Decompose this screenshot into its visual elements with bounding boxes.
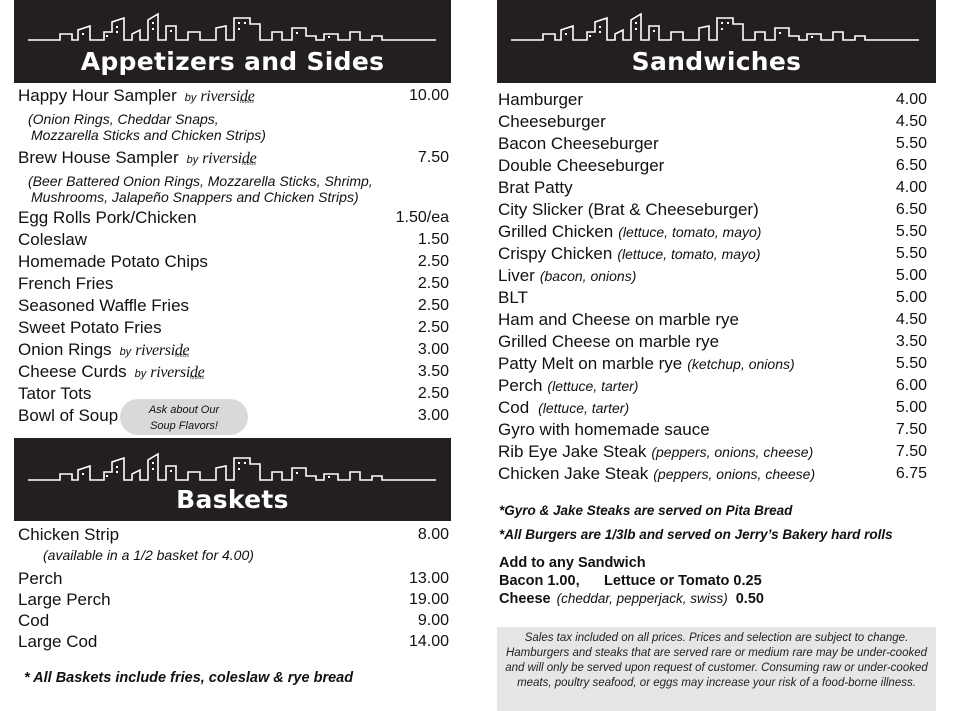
appetizer-item <box>18 208 197 228</box>
appetizer-price: 1.50 <box>417 231 449 248</box>
appetizer-item <box>18 340 189 362</box>
appetizer-name: Sweet Potato Fries <box>18 318 162 337</box>
addons-heading: Add to any Sandwich <box>499 555 646 571</box>
sandwich-price: 5.00 <box>895 267 927 284</box>
appetizer-price: 3.00 <box>417 341 449 358</box>
appetizer-name: French Fries <box>18 274 114 293</box>
riverside-wordmark: riverside foods <box>202 150 256 167</box>
appetizer-item <box>18 362 204 384</box>
sandwich-item <box>498 244 760 264</box>
appetizer-name: Tator Tots <box>18 384 92 403</box>
appetizer-price: 2.50 <box>417 253 449 270</box>
brew-house-desc-line1: (Beer Battered Onion Rings, Mozzarella Sticks, Shrimp, <box>28 173 373 189</box>
addon-cheese <box>499 591 764 607</box>
riverside-by: by <box>186 154 199 166</box>
appetizer-name: Coleslaw <box>18 230 87 249</box>
appetizer-item <box>18 296 189 316</box>
sandwich-item <box>498 156 664 176</box>
appetizer-price: 1.50/ea <box>395 209 449 226</box>
sandwich-name: Grilled Cheese on marble rye <box>498 332 720 351</box>
appetizer-price: 2.50 <box>417 297 449 314</box>
appetizer-name: Brew House Sampler <box>18 148 179 167</box>
basket-name: Chicken Strip <box>18 525 120 544</box>
brew-house-desc-line2: Mushrooms, Jalapeño Snappers and Chicken Strips) <box>31 189 359 205</box>
appetizer-price: 10.00 <box>408 87 449 104</box>
riverside-logo <box>186 150 257 167</box>
sandwich-name: Cod <box>498 398 530 417</box>
sandwich-price: 6.00 <box>895 377 927 394</box>
basket-name: Large Cod <box>18 632 98 651</box>
basket-price: 13.00 <box>408 570 449 587</box>
addon-lettuce: Lettuce or Tomato 0.25 <box>604 573 762 589</box>
sandwich-name: Gyro with homemade sauce <box>498 420 710 439</box>
sandwich-item <box>498 266 636 286</box>
sandwich-name: Grilled Chicken <box>498 222 614 241</box>
basket-price: 9.00 <box>417 612 449 629</box>
appetizer-item <box>18 252 208 272</box>
sandwich-note: (peppers, onions, cheese) <box>653 466 816 482</box>
sandwiches-title: Sandwiches <box>631 47 802 76</box>
sandwich-name: Cheeseburger <box>498 112 606 131</box>
sandwich-price: 4.00 <box>895 91 927 108</box>
sandwich-price: 7.50 <box>895 421 927 438</box>
sandwich-name: Crispy Chicken <box>498 244 613 263</box>
soup-bubble <box>122 401 246 433</box>
riverside-by: by <box>134 368 147 380</box>
sandwich-item <box>498 112 606 132</box>
addon-cheese-label: Cheese <box>499 591 551 607</box>
sandwich-name: Brat Patty <box>498 178 573 197</box>
sandwich-item <box>498 134 659 154</box>
appetizer-item <box>18 274 113 294</box>
sandwich-price: 6.50 <box>895 157 927 174</box>
sandwich-price: 6.50 <box>895 201 927 218</box>
riverside-by: by <box>119 346 132 358</box>
appetizer-name: Bowl of Soup <box>18 406 119 425</box>
sandwich-name: City Slicker (Brat & Cheeseburger) <box>498 200 759 219</box>
sandwich-item <box>498 442 813 462</box>
sandwich-price: 5.50 <box>895 223 927 240</box>
appetizer-name: Cheese Curds <box>18 362 127 381</box>
disclaimer-box <box>497 627 936 711</box>
appetizer-price: 3.00 <box>417 407 449 424</box>
appetizer-item <box>18 384 91 404</box>
sandwich-note-pita: *Gyro & Jake Steaks are served on Pita Bread <box>499 503 793 518</box>
sandwich-item <box>498 420 710 440</box>
sandwich-name: Perch <box>498 376 543 395</box>
sandwich-name: Liver <box>498 266 535 285</box>
riverside-logo <box>119 342 190 359</box>
addon-bacon: Bacon 1.00, <box>499 573 580 589</box>
sandwich-price: 7.50 <box>895 443 927 460</box>
appetizer-price: 7.50 <box>417 149 449 166</box>
sandwich-item <box>498 310 739 330</box>
riverside-by: by <box>184 92 197 104</box>
happy-hour-desc-line2: Mozzarella Sticks and Chicken Strips) <box>31 127 266 143</box>
appetizer-name: Seasoned Waffle Fries <box>18 296 190 315</box>
sandwich-price: 4.00 <box>895 179 927 196</box>
sandwich-note: (lettuce, tomato, mayo) <box>618 224 762 240</box>
basket-name: Large Perch <box>18 590 111 609</box>
sandwich-name: Rib Eye Jake Steak <box>498 442 647 461</box>
sandwich-note: (bacon, onions) <box>539 268 637 284</box>
appetizer-name: Happy Hour Sampler <box>18 86 177 105</box>
basket-price: 8.00 <box>417 526 449 543</box>
soup-bubble-line1: Ask about Our <box>148 404 220 416</box>
sandwich-item <box>498 178 573 198</box>
sandwich-note-burgers: *All Burgers are 1/3lb and served on Jerry’s Bakery hard rolls <box>499 527 893 542</box>
appetizer-item <box>18 230 87 250</box>
sandwich-name: Ham and Cheese on marble rye <box>498 310 739 329</box>
sandwich-item <box>498 288 528 308</box>
sandwich-price: 4.50 <box>895 311 927 328</box>
appetizer-name: Onion Rings <box>18 340 112 359</box>
sandwich-item <box>498 200 759 220</box>
baskets-banner <box>14 438 451 521</box>
sandwich-name: BLT <box>498 288 528 307</box>
sandwich-note: (lettuce, tarter) <box>547 378 639 394</box>
sandwich-item <box>498 354 795 374</box>
appetizer-item <box>18 318 162 338</box>
sandwich-price: 4.50 <box>895 113 927 130</box>
appetizer-item <box>18 406 118 426</box>
happy-hour-desc-line1: (Onion Rings, Cheddar Snaps, <box>28 111 219 127</box>
sandwich-price: 5.00 <box>895 399 927 416</box>
appetizers-title: Appetizers and Sides <box>80 47 385 76</box>
addon-cheese-note: (cheddar, pepperjack, swiss) <box>556 591 728 606</box>
sandwich-item <box>498 398 629 418</box>
basket-price: 14.00 <box>408 633 449 650</box>
sandwich-price: 5.50 <box>895 135 927 152</box>
riverside-wordmark: riverside foods <box>150 364 204 381</box>
sandwich-price: 5.50 <box>895 355 927 372</box>
sandwich-item <box>498 90 583 110</box>
sandwich-item <box>498 464 815 484</box>
sandwich-note: (peppers, onions, cheese) <box>651 444 814 460</box>
appetizer-price: 2.50 <box>417 319 449 336</box>
sandwich-item <box>498 222 761 242</box>
appetizer-price: 3.50 <box>417 363 449 380</box>
appetizer-price: 2.50 <box>417 385 449 402</box>
sandwich-note: (ketchup, onions) <box>687 356 795 372</box>
baskets-footer: * All Baskets include fries, coleslaw & rye bread <box>24 670 354 686</box>
appetizers-banner <box>14 0 451 83</box>
riverside-wordmark: riverside foods <box>200 88 254 105</box>
appetizer-name: Homemade Potato Chips <box>18 252 208 271</box>
disclaimer-text: Sales tax included on all prices. Prices and selection are subject to change. Hamburgers and steaks that are served rare or medium rare may be under-cooked and will only be served upon request of customer. Consuming raw or under-cooked meats, poultry seafood, or eggs may increase your risk of a food-borne illness. <box>505 632 928 689</box>
riverside-logo <box>134 364 205 381</box>
riverside-logo <box>184 88 255 105</box>
sandwich-name: Double Cheeseburger <box>498 156 665 175</box>
baskets-title: Baskets <box>176 485 289 514</box>
sandwiches-banner <box>497 0 936 83</box>
sandwich-item <box>498 332 719 352</box>
soup-bubble-line2: Soup Flavors! <box>150 420 218 432</box>
sandwich-price: 3.50 <box>895 333 927 350</box>
appetizer-name: Egg Rolls Pork/Chicken <box>18 208 197 227</box>
basket-name: Cod <box>18 611 50 630</box>
basket-price: 19.00 <box>408 591 449 608</box>
addon-cheese-price: 0.50 <box>735 591 764 607</box>
sandwich-name: Patty Melt on marble rye <box>498 354 683 373</box>
sandwich-name: Hamburger <box>498 90 584 109</box>
sandwich-price: 5.00 <box>895 289 927 306</box>
appetizer-item <box>18 148 256 170</box>
riverside-wordmark: riverside foods <box>135 342 189 359</box>
sandwich-name: Bacon Cheeseburger <box>498 134 659 153</box>
sandwich-item <box>498 376 638 396</box>
sandwich-note: (lettuce, tarter) <box>534 400 630 416</box>
sandwich-price: 5.50 <box>895 245 927 262</box>
basket-name: Perch <box>18 569 63 588</box>
appetizer-price: 2.50 <box>417 275 449 292</box>
sandwich-price: 6.75 <box>895 465 927 482</box>
sandwich-name: Chicken Jake Steak <box>498 464 649 483</box>
chicken-strip-note: (available in a 1/2 basket for 4.00) <box>43 547 254 563</box>
sandwich-note: (lettuce, tomato, mayo) <box>617 246 761 262</box>
appetizer-item <box>18 86 255 108</box>
